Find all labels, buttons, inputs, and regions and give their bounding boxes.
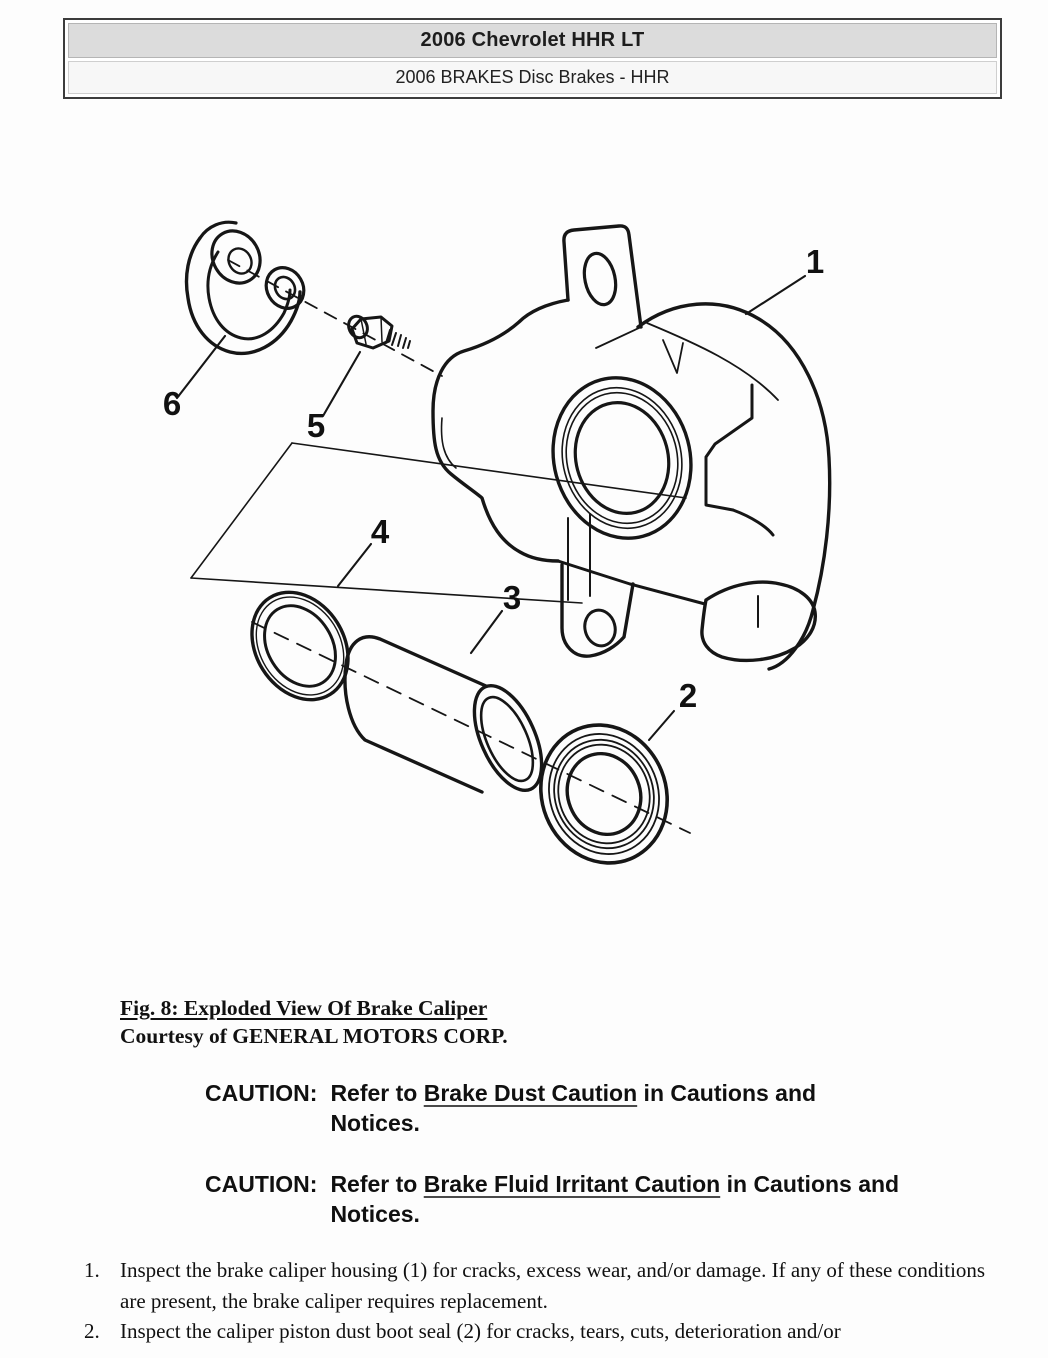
header-subtitle-row [68,61,997,94]
figure-caption [120,994,508,1050]
callout-4: 4 [370,513,390,550]
step-text: Inspect the brake caliper housing (1) for cracks, excess wear, and/or damage. If any of these conditions are present, the brake caliper requires replacement. [120,1258,986,1313]
caution-text: Refer to [330,1080,424,1106]
caution-text: Refer to [330,1171,424,1197]
list-item [84,1255,1014,1316]
caution-line2: Notices. [330,1201,420,1227]
caution-brake-dust [205,1078,816,1138]
step-number: 1. [84,1258,100,1282]
caution-line1 [330,1169,899,1199]
caution-text: in Cautions and [637,1080,817,1106]
bleeder-valve-part5 [345,313,410,348]
brake-caliper-exploded-diagram [130,180,890,980]
dust-boot-part2 [520,706,687,882]
link-brake-dust-caution[interactable]: Brake Dust Caution [423,1080,638,1106]
callout-3: 3 [502,579,522,616]
inspection-steps [84,1255,1014,1347]
section-subtitle: 2006 BRAKES Disc Brakes - HHR [395,67,670,87]
figure-caption-title: Fig. 8: Exploded View Of Brake Caliper [120,996,488,1020]
caution-line2: Notices. [330,1110,420,1136]
callout-6: 6 [162,385,182,422]
callout-leader-lines [177,276,805,740]
callout-2: 2 [678,677,698,714]
vehicle-title: 2006 Chevrolet HHR LT [420,29,645,51]
caution-text: in Cautions and [720,1171,900,1197]
caliper-piston-part3 [345,637,555,800]
caution-line1 [330,1078,816,1108]
caution-label: CAUTION: [205,1171,318,1197]
link-brake-fluid-irritant-caution[interactable]: Brake Fluid Irritant Caution [423,1171,721,1197]
list-item [84,1316,1014,1347]
header-title-row [68,23,997,58]
caliper-housing-part1 [433,226,830,669]
step-number: 2. [84,1319,100,1343]
caution-label: CAUTION: [205,1080,318,1106]
header-table [63,18,1002,99]
hose-axis-dashed-line [228,260,442,376]
figure-caption-credit: Courtesy of GENERAL MOTORS CORP. [120,1024,508,1048]
callout-5: 5 [306,407,326,444]
caution-brake-fluid [205,1169,899,1229]
step-text: Inspect the caliper piston dust boot seal (2) for cracks, tears, cuts, deterioration and/or [120,1319,841,1343]
hose-fitting-part6 [187,222,312,353]
callout-1: 1 [805,243,825,280]
